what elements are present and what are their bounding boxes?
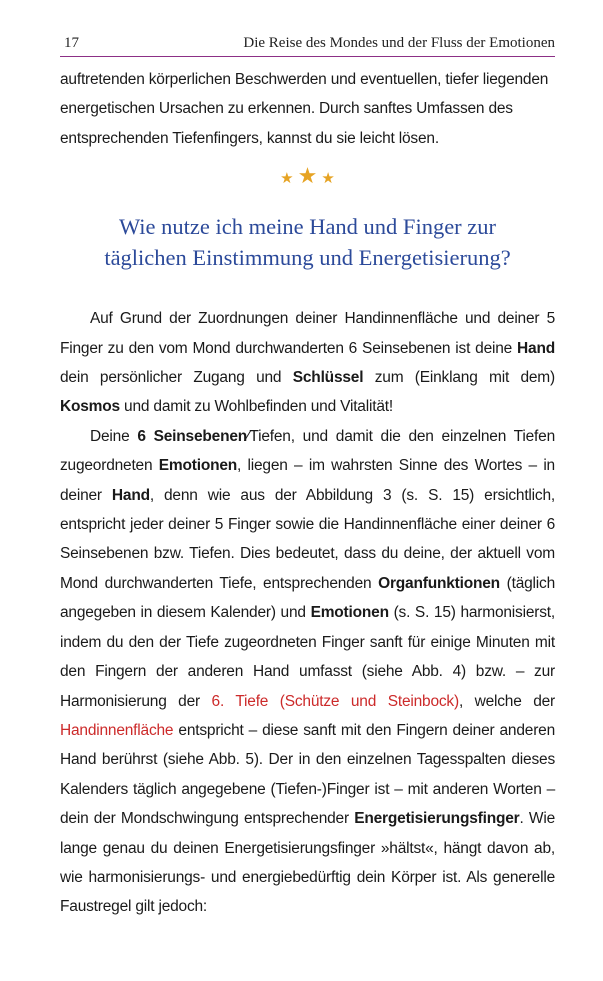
text-run: Auf Grund der Zuordnungen deiner Handinnenfläche und deiner 5 Finger zu den vom Mond durchwanderten 6 Seinsebenen ist deine bbox=[60, 310, 555, 357]
text-run: entspricht – diese sanft mit den Fingern deiner anderen Hand berührst (siehe Abb. 5). Der in den einzelnen Tagesspalten dieses Kalenders täglich angegebene (Tiefen-)Finger ist – mit anderen Worten – dein der Mondschwingung entsprechender bbox=[60, 721, 555, 828]
book-page bbox=[60, 0, 555, 922]
bold-term: Energetisierungsfinger bbox=[354, 810, 520, 828]
bold-term: Kosmos bbox=[60, 398, 120, 416]
intro-paragraph: auftretenden körperlichen Beschwerden und eventuellen, tiefer liegenden energetischen Ursachen zu erkennen. Durch sanftes Umfassen des entsprechenden Tiefenfingers, kannst du sie leicht lösen. bbox=[60, 71, 549, 147]
bold-term: Organfunktionen bbox=[378, 574, 500, 592]
text-run: , denn wie aus der Abbildung 3 (s. S. 15) ersichtlich, entspricht jeder deiner 5 Finger sowie die Handinnenfläche einer deiner 6 Seinsebenen bzw. Tiefen. Dies bedeutet, dass du deine, der aktuell vom Mond durchwanderten Tiefe, entsprechenden bbox=[60, 486, 555, 592]
paragraph-hand-key bbox=[60, 304, 555, 422]
bold-term: Hand bbox=[517, 339, 555, 357]
text-run: dein persönlicher Zugang und bbox=[60, 369, 293, 387]
bold-term: 6 Seinsebenen bbox=[137, 427, 248, 445]
star-icon: ★ bbox=[321, 171, 335, 188]
bold-term: Emotionen bbox=[310, 604, 389, 622]
bold-term: Emotionen bbox=[158, 457, 238, 475]
text-run: , welche der bbox=[458, 692, 556, 710]
star-icon: ★ bbox=[280, 171, 294, 188]
text-run: , liegen – im wahrsten Sinne des Wortes – in deiner bbox=[60, 457, 555, 504]
page-header bbox=[60, 0, 555, 57]
highlighted-term: 6. Tiefe (Schütze und Steinbock) bbox=[211, 692, 459, 710]
text-run: (täglich angegeben in diesem Kalender) und bbox=[60, 574, 555, 622]
section-heading bbox=[60, 211, 555, 273]
heading-line-2: täglichen Einstimmung und Energetisierung? bbox=[104, 245, 511, 271]
bold-term: Hand bbox=[111, 486, 150, 504]
page-number: 17 bbox=[64, 35, 79, 51]
text-run: (s. S. 15) harmonisierst, indem du den der Tiefe zugeordneten Finger sanft für einige Minuten mit den Fingern der anderen Hand umfasst (siehe Abb. 4) bzw. – zur Harmonisierung der bbox=[60, 604, 555, 710]
heading-line-1: Wie nutze ich meine Hand und Finger zur bbox=[118, 214, 497, 240]
text-run: und damit zu Wohlbefinden und Vitalität! bbox=[119, 398, 393, 416]
text-run: Deine bbox=[90, 427, 138, 445]
text-run: zum (Einklang mit dem) bbox=[363, 369, 555, 387]
running-title: Die Reise des Mondes und der Fluss der Emotionen bbox=[243, 35, 555, 51]
highlighted-term: Handinnenfläche bbox=[60, 721, 174, 739]
paragraph-seinsebenen bbox=[60, 422, 555, 922]
text-run: . Wie lange genau du deinen Energetisierungsfinger »hältst«, hängt davon ab, wie harmonisierungs- und energiebedürftig dein Körper ist. Als generelle Faustregel gilt jedoch: bbox=[60, 810, 555, 916]
bold-term: Schlüssel bbox=[292, 369, 364, 387]
star-ornament bbox=[60, 165, 555, 195]
star-icon: ★ bbox=[297, 163, 318, 189]
text-run: ⁄Tiefen, und damit die den einzelnen Tiefen zugeordneten bbox=[60, 427, 555, 475]
